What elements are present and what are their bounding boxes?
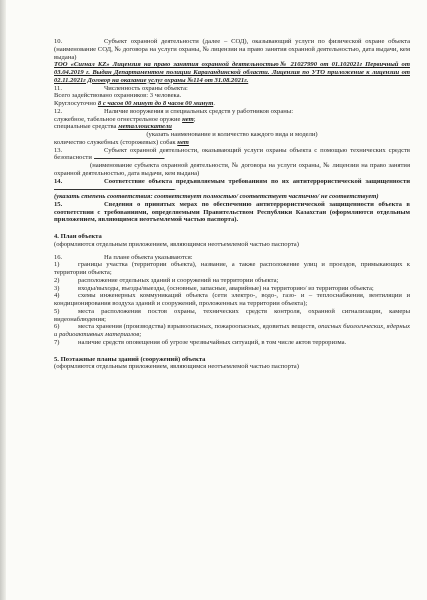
item-13-blank-line [94,158,164,159]
list-item-3-text: входы/выходы, въезды/выезды, (основные, запасные, аварийные) на территорию/ из территории объекта; [78,284,374,292]
item-16-number: 16. [54,253,63,261]
item-13-number: 13. [54,146,63,154]
document-content [54,38,410,371]
list-item-1-number: 1) [54,261,60,269]
item-16 [54,254,410,262]
item-11-schedule-value: 8 с часов 00 минут до 8 часов 00 минут [97,100,214,107]
item-11-number: 11. [54,84,62,92]
item-11-schedule [54,100,410,108]
item-12-special-means [54,123,410,131]
item-13-text: Субъект охранной деятельности, оказывающий услуги охраны объекта с помощью технических средств безопасности [54,146,410,162]
item-12-weapons-label: служебное, табельное огнестрельное оружие [54,115,181,123]
item-12-dogs [54,139,410,147]
list-item-6-italic-text: опасных биологических, ядерных и радиоактивных материалов; [54,323,410,338]
item-12-text: Наличие вооружения и специальных средств у работников охраны: [104,107,294,115]
item-12 [54,108,410,116]
item-12-weapons [54,116,410,124]
item-14-number: 14. [54,177,63,185]
item-12-dogs-value: нет [177,138,189,146]
item-15-text: Сведения о принятых мерах по обеспечению антитеррористической защищенности объекта в соответствии с требованиями, определяемыми Правительством Республики Казахстан (оформляются отдельным приложением, являющимся неотъемлемой частью паспорта). [54,200,410,224]
item-12-dogs-label: количество служебных (сторожевых) собак [54,138,176,146]
list-item-6-number: 6) [54,323,60,331]
item-10-text: Субъект охранной деятельности (далее – СОД), оказывающий услуги по физической охране объекта (наименование СОД, № договора на услуги охраны, № лицензии на право занятия охранной деятельностью, дата выдачи, кем выдана) [54,38,410,61]
item-10-filled-value: ТОО «Сигнал KZ» Лицензия на право занятия охранной деятельностью№ 21027990 от 01.102021г Первичный от 03.04.2019 г. Выдан Департаментом полиции Карагандинской области. Лицензия по УТО приложение к лицензии от 02.11.2021г Договор на оказание услуг охраны №114 от 31.08.2021г. [54,61,410,84]
item-10-number: 10. [54,38,63,45]
item-14: 14. Соответствие объекта предъявляемым требованиям по их антитеррористической защищенности . [54,177,410,193]
item-11-schedule-end: . [213,100,215,107]
item-12-number: 12. [54,107,63,115]
item-12-weapons-end: ; [193,115,196,123]
item-15 [54,201,410,224]
list-item-5-text: места расположения постов охраны, технических средств контроля, охранной сигнализации, камеры видеонаблюдения; [54,307,410,323]
item-12-special-label: специальные средства [54,123,117,131]
list-item-5-number: 5) [54,307,60,315]
list-item-2 [54,277,410,285]
list-item-4-number: 4) [54,292,60,300]
binder-edge [0,0,6,600]
item-12-special-value: металлоискатели [118,123,172,131]
list-item-7 [54,339,410,347]
item-11-schedule-label: Круглосуточно [54,100,97,107]
item-11-total-guards: Всего задействовано охранников: 3 человека. [54,92,182,100]
item-14-blank-line [54,189,174,190]
section-5-title: 5. Поэтажные планы зданий (сооружений) объекта [54,355,206,363]
item-12-weapons-value: нет [182,115,194,123]
item-12-hint: (указать наименование и количество каждого вида и модели) [146,131,318,138]
item-13-hint-text: (наименование субъекта охранной деятельности, № договора на услуги охраны, № лицензии на право занятия охранной деятельностью, дата выдачи, кем выдана) [54,162,410,177]
item-10 [54,38,410,61]
item-14-hint: (указать степень соответствия: соответствует полностью/ соответствует частично/ не соответствует) [54,193,379,200]
list-item-2-number: 2) [54,276,60,284]
list-item-3-number: 3) [54,284,60,292]
item-11-text: Численность охраны объекта: [104,84,188,92]
list-item-1 [54,261,410,277]
item-13: 13. Субъект охранной деятельности, оказывающий услуги охраны объекта с помощью технических средств безопасности . [54,146,410,162]
list-item-7-text: наличие средств оповещения об угрозе чрезвычайных ситуаций, в том числе актов терроризма. [78,338,347,346]
item-16-intro: На плане объекта указываются: [104,253,193,261]
list-item-6 [54,323,410,339]
list-item-5 [54,308,410,324]
section-4-subtitle: (оформляются отдельным приложением, являющимся неотъемлемой частью паспорта) [54,240,299,248]
list-item-4-text: схемы инженерных коммуникаций объекта (сети электро-, водо-, газо- и – теплоснабжения, вентиляции и кондиционирования воздуха зданий и сооружений, проложенных на территории объекта); [54,292,410,307]
list-item-7-number: 7) [54,338,60,346]
item-11 [54,85,410,93]
list-item-6-text: места хранения (производства) взрывоопасных, пожароопасных, ядовитых веществ, [78,323,317,331]
list-item-2-text: расположение отдельных зданий и сооружений на территории объекта; [78,276,279,284]
list-item-3 [54,285,410,293]
item-15-number: 15. [54,200,63,208]
item-13-hint [54,162,410,178]
section-4-title: 4. План объекта [54,233,102,240]
list-item-4 [54,292,410,308]
item-14-text: Соответствие объекта предъявляемым требованиям по их антитеррористической защищенности [104,177,410,185]
list-item-1-text: границы участка (территории объекта), название, а также расположение улиц и проездов, примыкающих к территории объекта; [54,261,410,276]
section-5-subtitle: (оформляются отдельным приложением, являющимся неотъемлемой частью паспорта) [54,363,299,371]
